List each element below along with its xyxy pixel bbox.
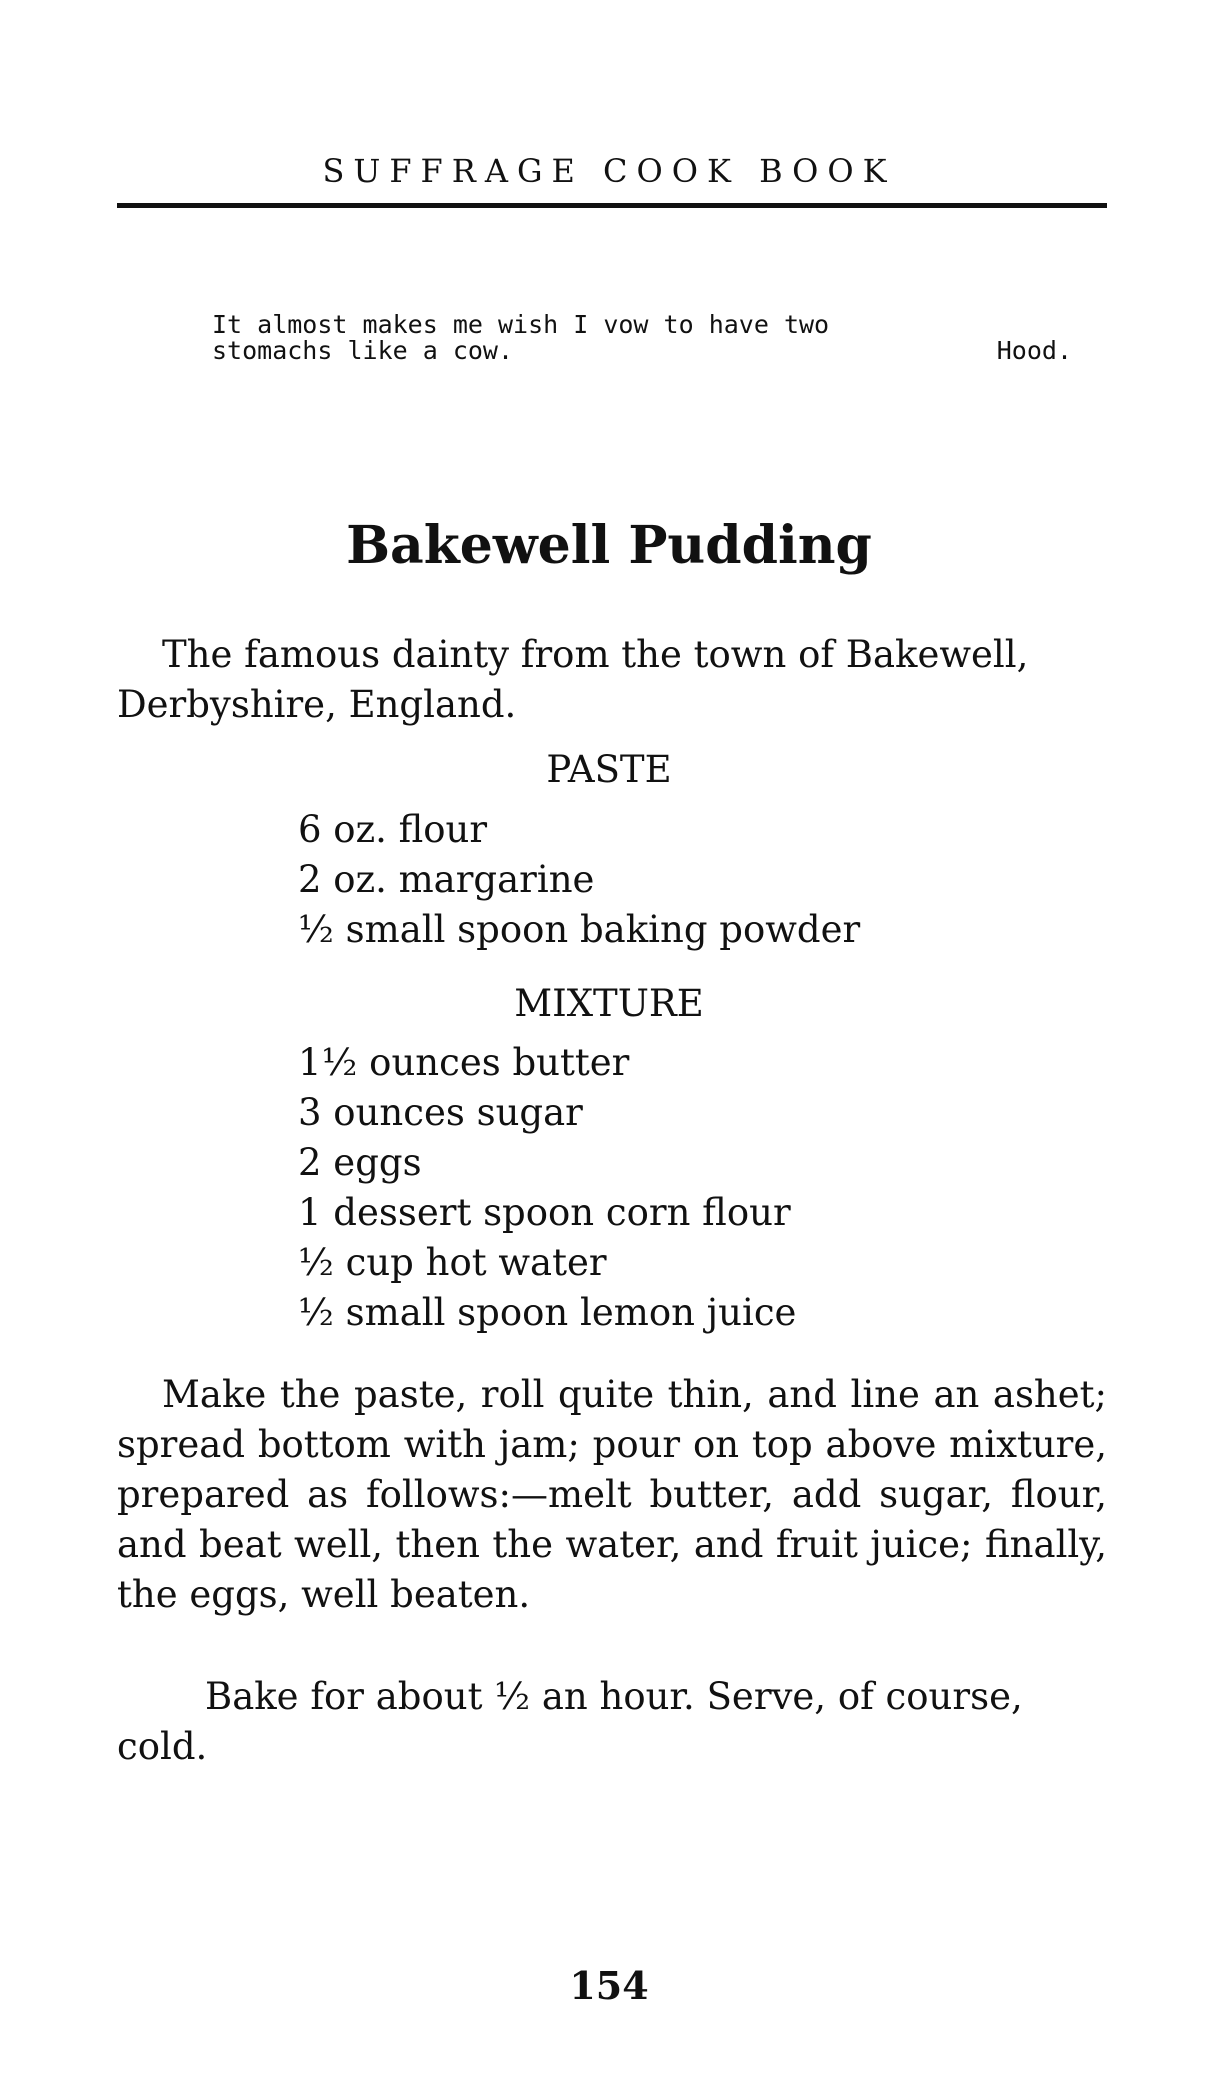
- baking-note: Bake for about ½ an hour. Serve, of course, cold.: [117, 1675, 1023, 1768]
- paste-ingredient-list: [298, 805, 1098, 955]
- ingredient-item: ½ cup hot water: [298, 1241, 607, 1284]
- header-rule: [117, 203, 1107, 208]
- recipe-title: Bakewell Pudding: [346, 515, 872, 576]
- ingredient-item: 1 dessert spoon corn flour: [298, 1191, 791, 1234]
- recipe-intro: The famous dainty from the town of Bakewell, Derbyshire, England.: [117, 633, 1029, 726]
- running-head: SUFFRAGE COOK BOOK: [322, 152, 896, 190]
- ingredient-item: ½ small spoon baking powder: [298, 908, 861, 951]
- ingredient-item: 6 oz. flour: [298, 808, 488, 851]
- epigraph-line-2: stomachs like a cow.: [212, 336, 514, 365]
- mixture-heading: MIXTURE: [514, 982, 704, 1025]
- ingredient-item: 1½ ounces butter: [298, 1041, 630, 1084]
- epigraph-attribution: Hood.: [996, 336, 1072, 365]
- epigraph: [212, 312, 1072, 364]
- recipe-instructions: Make the paste, roll quite thin, and line an ashet; spread bottom with jam; pour on top above mixture, prepared as follows:—melt butter, add sugar, flour, and beat well, then the water, and fruit juice; finally, the eggs, well beaten.: [117, 1373, 1107, 1616]
- paste-heading: PASTE: [546, 748, 672, 791]
- ingredient-item: 2 oz. margarine: [298, 858, 595, 901]
- epigraph-line-1: It almost makes me wish I vow to have two: [212, 310, 830, 339]
- page-number: 154: [569, 1963, 649, 2008]
- ingredient-item: 2 eggs: [298, 1141, 422, 1184]
- ingredient-item: ½ small spoon lemon juice: [298, 1291, 797, 1334]
- mixture-ingredient-list: [298, 1038, 1098, 1338]
- ingredient-item: 3 ounces sugar: [298, 1091, 583, 1134]
